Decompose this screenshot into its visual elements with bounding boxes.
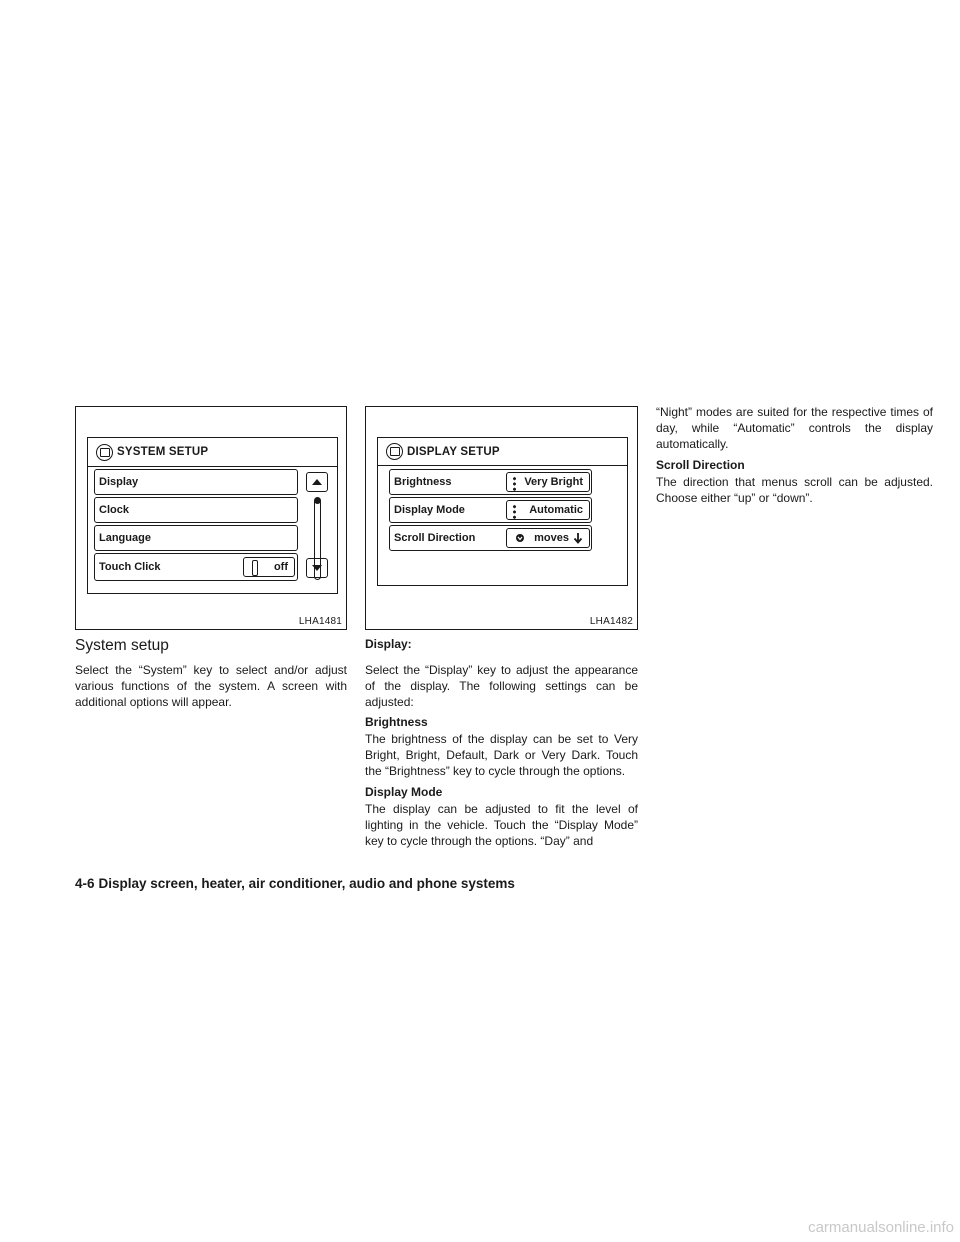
- language-button[interactable]: [94, 525, 298, 551]
- brightness-value: Very Bright: [524, 476, 583, 488]
- display-mode-value-box: [506, 500, 590, 520]
- figure-system-setup: [75, 406, 347, 630]
- scroll-direction-heading: Scroll Direction: [656, 458, 745, 472]
- scroll-direction-value-box: [506, 528, 590, 548]
- brightness-value-box: [506, 472, 590, 492]
- page-footer: [75, 876, 515, 891]
- section-heading: System setup: [75, 637, 169, 654]
- arrow-up-icon: [312, 479, 322, 485]
- display-label: Display:: [365, 637, 412, 651]
- brightness-label: Brightness: [394, 476, 452, 488]
- display-mode-text: The display can be adjusted to fit the level of lighting in the vehicle. Touch the “Display Mode” key to cycle through the options. “Day” and: [365, 802, 638, 849]
- display-setup-screen: [377, 437, 628, 586]
- touch-click-label: Touch Click: [99, 561, 161, 573]
- display-mode-value: Automatic: [529, 504, 583, 516]
- screen-title: DISPLAY SETUP: [407, 445, 500, 458]
- figure-caption: LHA1482: [589, 616, 633, 627]
- display-intro: Select the “Display” key to adjust the appearance of the display. The following settings can be adjusted:: [365, 663, 638, 710]
- clock-button[interactable]: [94, 497, 298, 523]
- display-mode-heading: Display Mode: [365, 785, 443, 799]
- scroll-direction-label: Scroll Direction: [394, 532, 476, 544]
- screen-header: [378, 438, 627, 466]
- display-mode-label: Display Mode: [394, 504, 465, 516]
- scroll-direction-value: moves: [534, 532, 569, 544]
- touch-click-value-box: [243, 557, 295, 577]
- display-mode-button[interactable]: [389, 497, 592, 523]
- arrow-down-icon: [573, 532, 583, 544]
- language-button-label: Language: [99, 532, 151, 544]
- level-dots-icon: [513, 476, 516, 492]
- screen-title: SYSTEM SETUP: [117, 446, 209, 458]
- display-button-label: Display: [99, 476, 139, 488]
- scroll-direction-text: The direction that menus scroll can be adjusted. Choose either “up” or “down”.: [656, 475, 933, 506]
- scroll-up-button[interactable]: [306, 472, 328, 492]
- watermark: carmanualsonline.info: [808, 1219, 954, 1236]
- brightness-text: The brightness of the display can be set to Very Bright, Bright, Default, Dark or Very Dark. Touch the “Brightness” key to cycle through the options.: [365, 732, 638, 779]
- toggle-indicator-icon: [252, 560, 258, 576]
- scroll-knob-icon: [515, 533, 525, 543]
- scrollbar-thumb[interactable]: [314, 497, 321, 504]
- brightness-button[interactable]: [389, 469, 592, 495]
- chapter-title: Display screen, heater, air conditioner, audio and phone systems: [98, 876, 515, 891]
- level-dots-icon: [513, 504, 516, 520]
- touch-click-button[interactable]: [94, 553, 298, 581]
- screen-header: [88, 438, 337, 467]
- arrow-down-icon: [312, 565, 322, 571]
- clock-button-label: Clock: [99, 504, 129, 516]
- section-intro: Select the “System” key to select and/or adjust various functions of the system. A screen with additional options will appear.: [75, 663, 347, 710]
- settings-icon: [386, 443, 403, 460]
- brightness-heading: Brightness: [365, 715, 428, 729]
- scroll-down-button[interactable]: [306, 558, 328, 578]
- figure-display-setup: [365, 406, 638, 630]
- settings-icon: [96, 444, 113, 461]
- scroll-direction-button[interactable]: [389, 525, 592, 551]
- page-number: 4-6: [75, 876, 95, 891]
- touch-click-value: off: [273, 561, 288, 573]
- display-button[interactable]: [94, 469, 298, 495]
- system-setup-screen: [87, 437, 338, 594]
- display-mode-text-continued: “Night” modes are suited for the respective times of day, while “Automatic” controls the display automatically.: [656, 405, 933, 452]
- figure-caption: LHA1481: [298, 616, 342, 627]
